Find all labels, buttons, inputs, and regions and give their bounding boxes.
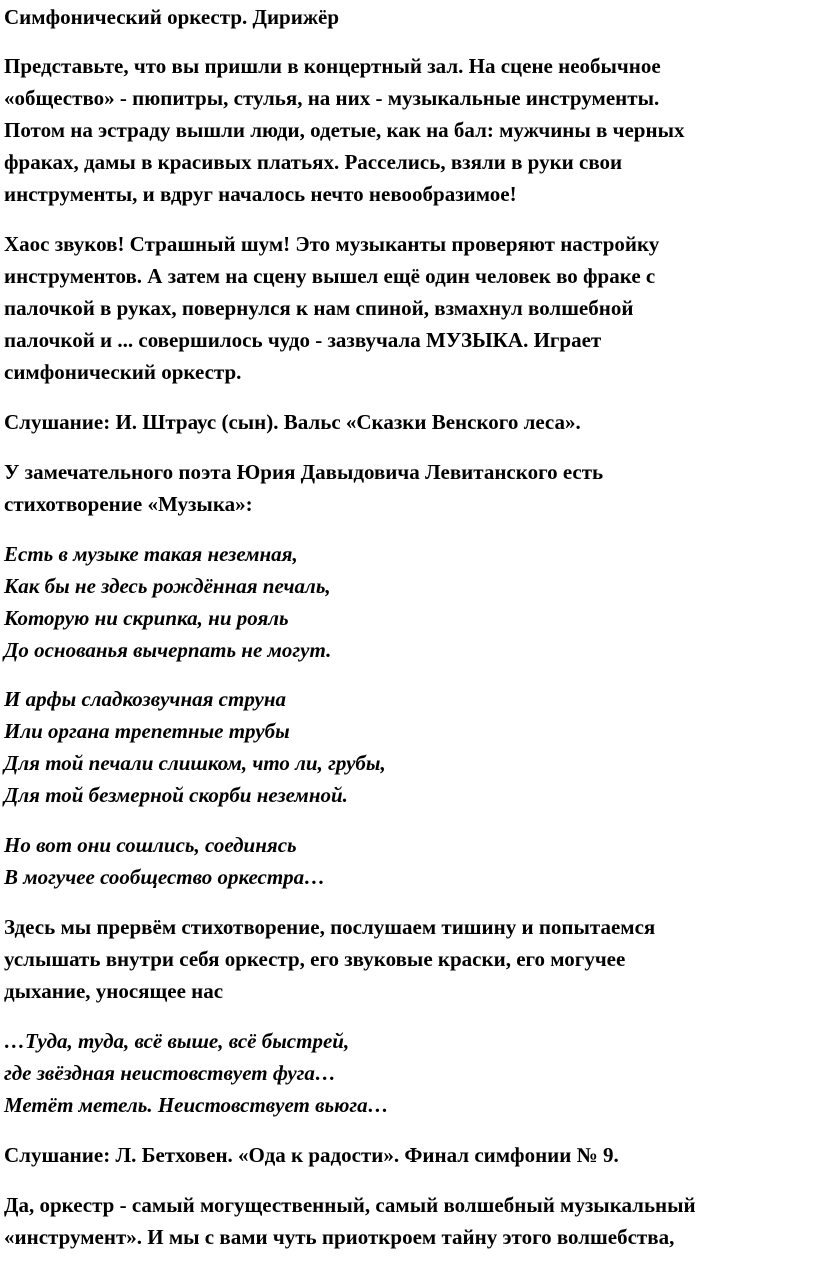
paragraph-4-line-3: дыхание, уносящее нас (4, 979, 224, 1003)
poem-stanza-2-line-4: Для той безмерной скорби неземной. (4, 783, 348, 807)
paragraph-4-line-1: Здесь мы прервём стихотворение, послушаем тишину и попытаемся (4, 915, 656, 939)
paragraph-1-line-3: Потом на эстраду вышли люди, одетые, как на бал: мужчины в черных (4, 118, 685, 142)
paragraph-5-line-2: «инструмент». И мы с вами чуть приоткроем тайну этого волшебства, (4, 1225, 675, 1249)
poem-stanza-4-line-2: где звёздная неистовствует фуга… (4, 1061, 336, 1085)
poem-stanza-1-line-1: Есть в музыке такая неземная, (4, 542, 298, 566)
poem-stanza-1-line-4: До основанья вычерпать не могут. (4, 638, 332, 662)
poem-stanza-1-line-3: Которую ни скрипка, ни рояль (4, 606, 289, 630)
paragraph-1-line-1: Представьте, что вы пришли в концертный зал. На сцене необычное (4, 54, 661, 78)
paragraph-1-line-5: инструменты, и вдруг началось нечто невообразимое! (4, 182, 517, 206)
paragraph-2-line-5: симфонический оркестр. (4, 360, 242, 384)
paragraph-2-line-4: палочкой и ... совершилось чудо - зазвучала МУЗЫКА. Играет (4, 328, 602, 352)
paragraph-4-line-2: услышать внутри себя оркестр, его звуковые краски, его могучее (4, 947, 626, 971)
paragraph-5-line-1: Да, оркестр - самый могущественный, самый волшебный музыкальный (4, 1193, 696, 1217)
poem-stanza-2-line-1: И арфы сладкозвучная струна (4, 687, 287, 711)
poem-stanza-2-line-3: Для той печали слишком, что ли, грубы, (4, 751, 386, 775)
listening-note-1: Слушание: И. Штраус (сын). Вальс «Сказки Венского леса». (4, 410, 581, 434)
document-title: Симфонический оркестр. Дирижёр (4, 5, 340, 29)
paragraph-1-line-4: фраках, дамы в красивых платьях. Расселись, взяли в руки свои (4, 150, 623, 174)
poem-stanza-3-line-2: В могучее сообщество оркестра… (4, 865, 326, 889)
listening-note-2: Слушание: Л. Бетховен. «Ода к радости». Финал симфонии № 9. (4, 1143, 619, 1167)
paragraph-2-line-3: палочкой в руках, повернулся к нам спиной, взмахнул волшебной (4, 296, 634, 320)
paragraph-2-line-2: инструментов. А затем на сцену вышел ещё один человек во фраке с (4, 264, 656, 288)
poem-stanza-4-line-1: …Туда, туда, всё выше, всё быстрей, (4, 1029, 350, 1053)
paragraph-1-line-2: «общество» - пюпитры, стулья, на них - музыкальные инструменты. (4, 86, 660, 110)
poem-stanza-2-line-2: Или органа трепетные трубы (4, 719, 290, 743)
poem-stanza-4-line-3: Метёт метель. Неистовствует вьюга… (4, 1093, 389, 1117)
paragraph-3-line-2: стихотворение «Музыка»: (4, 492, 253, 516)
paragraph-3-line-1: У замечательного поэта Юрия Давыдовича Левитанского есть (4, 460, 604, 484)
poem-stanza-3-line-1: Но вот они сошлись, соединясь (4, 833, 297, 857)
paragraph-2-line-1: Хаос звуков! Страшный шум! Это музыканты проверяют настройку (4, 232, 660, 256)
poem-stanza-1-line-2: Как бы не здесь рождённая печаль, (4, 574, 331, 598)
